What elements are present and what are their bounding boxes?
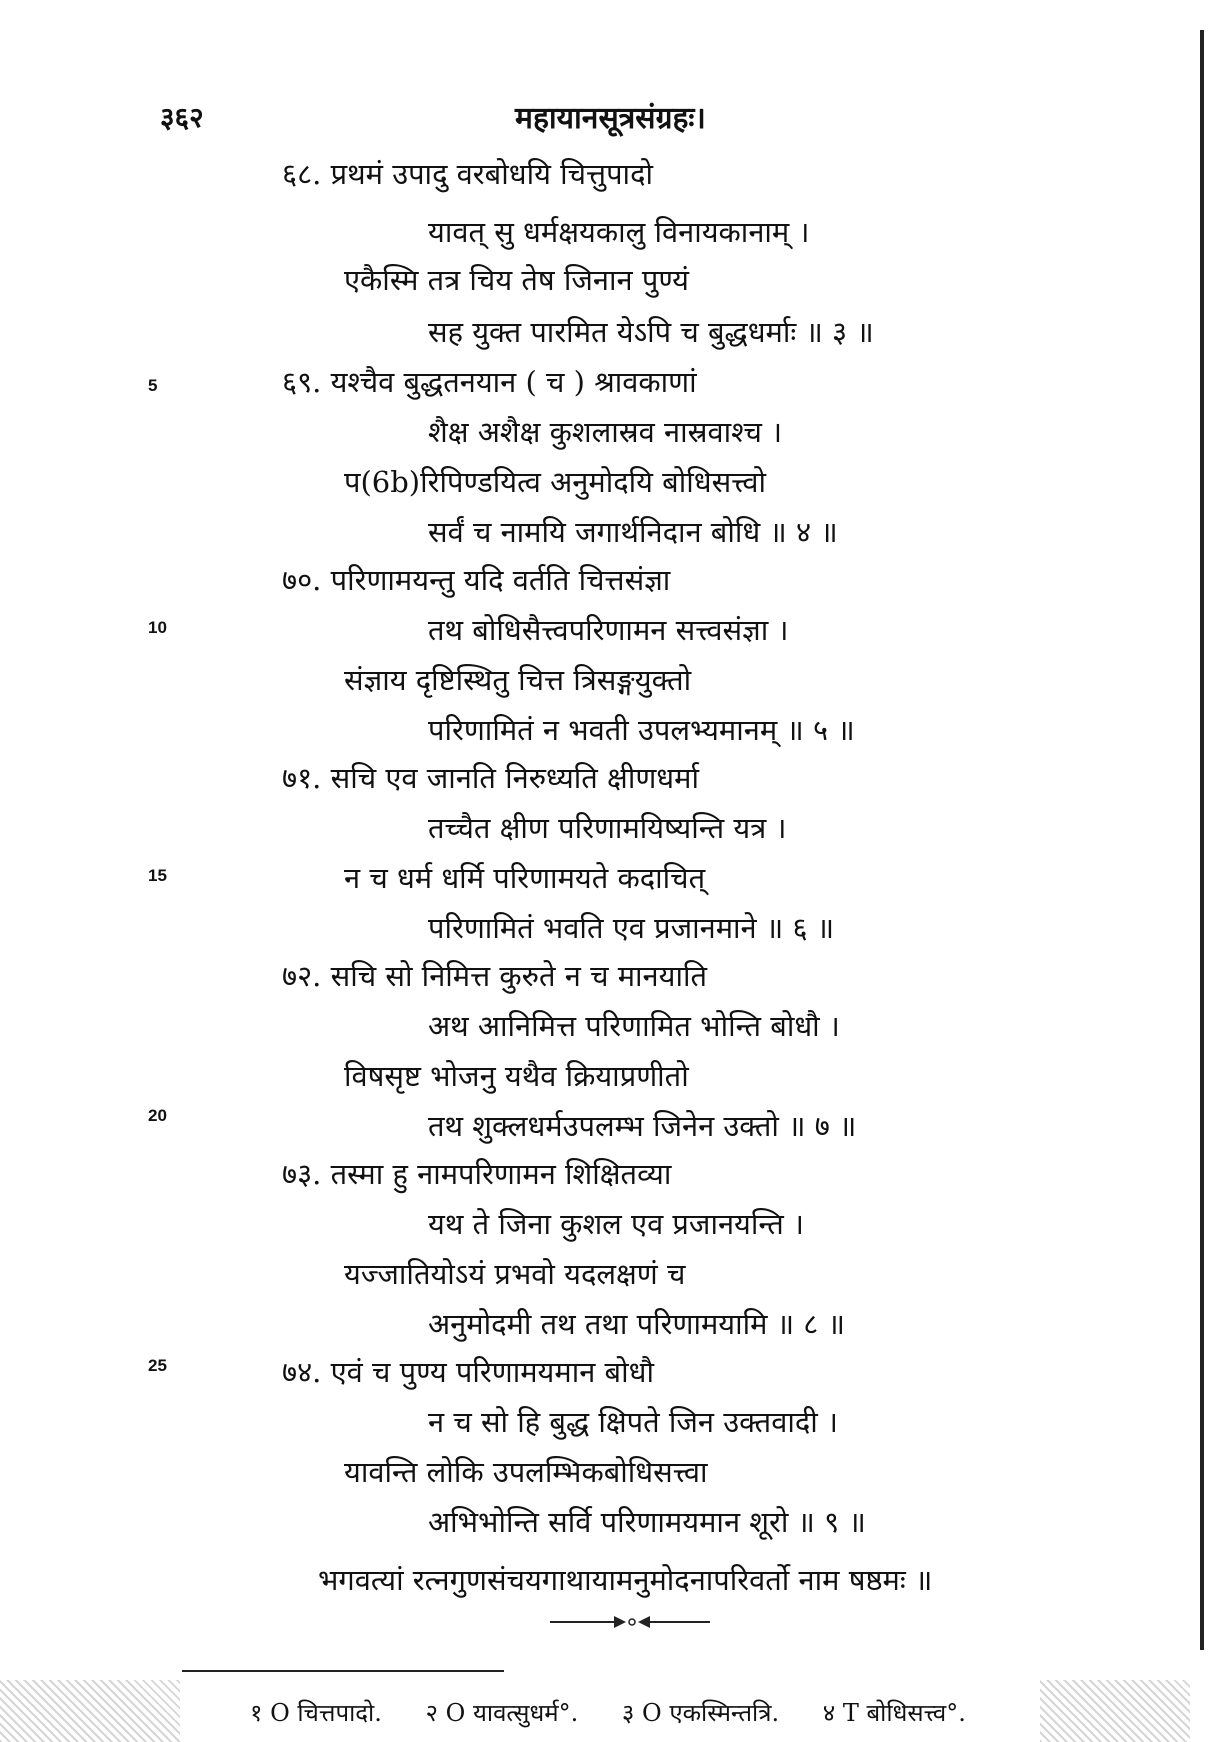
verse-68-line-2: यावत् सु धर्मक्षयकालु विनायकानाम् । bbox=[428, 215, 810, 249]
running-title: महायानसूत्रसंग्रहः। bbox=[515, 101, 706, 136]
verse-74-line-3: यावन्ति लोकि उपलम्भिकबोधिसत्त्वा bbox=[344, 1455, 708, 1489]
line-number-15: 15 bbox=[148, 866, 167, 885]
verse-70-line-2: तथ बोधिसैत्त्वपरिणामन सत्त्वसंज्ञा । bbox=[428, 613, 789, 647]
verse-69-line-2: शैक्ष अशैक्ष कुशलास्रव नास्रवाश्च । bbox=[428, 415, 783, 449]
verse-69-line-3: प(6b)रिपिण्डयित्व अनुमोदयि बोधिसत्त्वो bbox=[344, 465, 767, 499]
footnote-3: ३ O एकस्मिन्तत्रि. bbox=[621, 1699, 780, 1727]
verse-68-line-4: सह युक्त पारमित येऽपि च बुद्धधर्माः ॥ ३ ॥ bbox=[428, 315, 874, 349]
verse-73-line-1: ७३. तस्मा हु नामपरिणामन शिक्षितव्या bbox=[282, 1157, 672, 1191]
line-number-20: 20 bbox=[148, 1106, 167, 1125]
verse-69-line-4: सर्वं च नामयि जगार्थनिदान बोधि ॥ ४ ॥ bbox=[428, 515, 838, 549]
verse-71-line-1: ७१. सचि एव जानति निरुध्यति क्षीणधर्मा bbox=[282, 761, 699, 795]
footnotes bbox=[250, 1696, 1002, 1729]
verse-72-line-1: ७२. सचि सो निमित्त कुरुते न च मानयाति bbox=[282, 959, 708, 993]
line-number-5: 5 bbox=[148, 376, 158, 395]
footnote-1: १ O चित्तपादो. bbox=[250, 1699, 382, 1727]
ornament-divider-icon bbox=[550, 1612, 710, 1632]
verse-73-line-4: अनुमोदमी तथ तथा परिणामयामि ॥ ८ ॥ bbox=[428, 1307, 845, 1341]
verse-72-line-2: अथ आनिमित्त परिणामित भोन्ति बोधौ । bbox=[428, 1009, 840, 1043]
scan-noise-right bbox=[1040, 1680, 1190, 1742]
line-number-10: 10 bbox=[148, 618, 167, 637]
verse-70-line-1: ७०. परिणामयन्तु यदि वर्तति चित्तसंज्ञा bbox=[282, 563, 671, 597]
verse-71-line-4: परिणामितं भवति एव प्रजानमाने ॥ ६ ॥ bbox=[428, 911, 835, 945]
verse-73-line-3: यज्जातियोऽयं प्रभवो यदलक्षणं च bbox=[344, 1257, 686, 1291]
verse-72-line-3: विषसृष्ट भोजनु यथैव क्रियाप्रणीतो bbox=[344, 1059, 689, 1093]
footnote-rule bbox=[182, 1670, 504, 1672]
chapter-colophon: भगवत्यां रत्नगुणसंचयगाथायामनुमोदनापरिवर्तो नाम षष्ठमः ॥ bbox=[318, 1563, 933, 1597]
scan-noise-left bbox=[0, 1680, 180, 1742]
verse-72-line-4: तथ शुक्लधर्मउपलम्भ जिनेन उक्तो ॥ ७ ॥ bbox=[428, 1109, 857, 1143]
verse-70-line-3: संज्ञाय दृष्टिस्थितु चित्त त्रिसङ्गयुक्तो bbox=[344, 663, 692, 697]
verse-68-line-1: ६८. प्रथमं उपादु वरबोधयि चित्तुपादो bbox=[282, 157, 653, 191]
verse-71-line-3: न च धर्म धर्मि परिणामयते कदाचित् bbox=[344, 861, 706, 895]
footnote-2: २ O यावत्सुधर्म°. bbox=[425, 1699, 579, 1727]
verse-69-line-1: ६९. यश्चैव बुद्धतनयान ( च ) श्रावकाणां bbox=[282, 365, 697, 399]
verse-74-line-2: न च सो हि बुद्ध क्षिपते जिन उक्तवादी । bbox=[428, 1405, 838, 1439]
page-edge bbox=[1200, 30, 1204, 1650]
verse-73-line-2: यथ ते जिना कुशल एव प्रजानयन्ति । bbox=[428, 1207, 805, 1241]
page-number: ३६२ bbox=[160, 101, 204, 134]
verse-68-line-3: एकैस्मि तत्र चिय तेष जिनान पुण्यं bbox=[344, 263, 689, 297]
verse-70-line-4: परिणामितं न भवती उपलभ्यमानम् ॥ ५ ॥ bbox=[428, 713, 855, 747]
verse-71-line-2: तच्चैत क्षीण परिणामयिष्यन्ति यत्र । bbox=[428, 811, 787, 845]
footnote-4: ४ T बोधिसत्त्व°. bbox=[822, 1699, 966, 1727]
verse-74-line-1: ७४. एवं च पुण्य परिणामयमान बोधौ bbox=[282, 1355, 654, 1389]
line-number-25: 25 bbox=[148, 1356, 167, 1375]
verse-74-line-4: अभिभोन्ति सर्वि परिणामयमान शूरो ॥ ९ ॥ bbox=[428, 1505, 866, 1539]
